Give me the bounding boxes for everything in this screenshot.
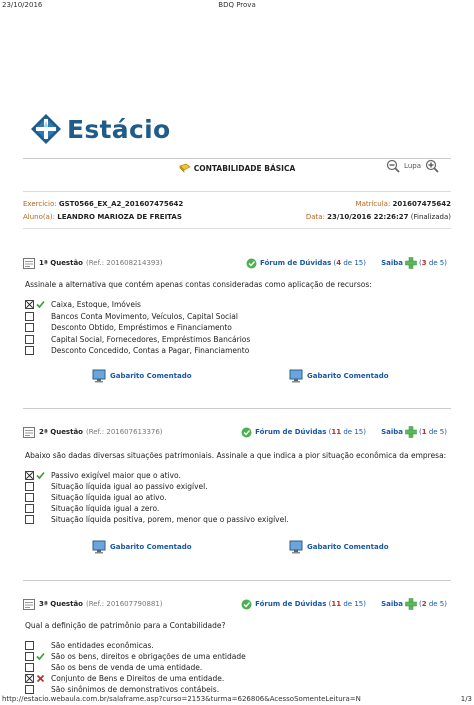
plus-icon (405, 426, 417, 438)
question-ref: (Ref.: 201608214393) (85, 259, 163, 267)
plus-icon (405, 257, 417, 269)
gabarito-comentado-link[interactable] (92, 540, 192, 554)
forum-total: 15 (354, 600, 364, 608)
option-checkbox[interactable] (25, 300, 34, 309)
option-item[interactable] (25, 345, 249, 356)
forum-label: Fórum de Dúvidas (255, 600, 327, 608)
saiba-label: Saiba (381, 600, 403, 608)
option-text: Capital Social, Fornecedores, Empréstimos Bancários (51, 335, 251, 344)
aluno-label: Aluno(a): (23, 213, 55, 221)
question-header (23, 256, 451, 270)
forum-link[interactable]: Fórum de Dúvidas ( 11 de 15 ) (241, 599, 366, 610)
gabarito-label: Gabarito Comentado (110, 543, 192, 551)
option-checkbox[interactable] (25, 652, 34, 661)
option-text: Situação líquida igual a zero. (51, 504, 160, 513)
saiba-label: Saiba (381, 259, 403, 267)
option-text: Situação líquida igual ao passivo exigível. (51, 482, 208, 491)
saiba-label: Saiba (381, 428, 403, 436)
estacio-diamond-logo-icon (30, 113, 62, 145)
option-checkbox[interactable] (25, 504, 34, 513)
print-footer (0, 694, 474, 705)
aluno-value: LEANDRO MARIOZA DE FREITAS (57, 213, 182, 221)
option-item[interactable] (25, 514, 289, 525)
student-row (23, 213, 451, 221)
question-number: 3ª Questão (39, 600, 83, 608)
zoom-in-icon[interactable] (425, 159, 439, 173)
check-icon (36, 652, 45, 661)
option-text: São os bens, direitos e obrigações de uma entidade (51, 652, 246, 661)
forum-icon (246, 258, 257, 269)
question-ref: (Ref.: 201607613376) (85, 428, 163, 436)
print-url: http://estacio.webaula.com.br/salaframe.asp?curso=2153&turma=626806&AcessoSomenteLeitura=N (2, 695, 361, 703)
data-value: 23/10/2016 22:26:27 (327, 213, 409, 221)
print-title: BDQ Prova (218, 1, 256, 9)
matricula (356, 200, 451, 208)
question-number: 2ª Questão (39, 428, 83, 436)
info-divider-top (23, 191, 451, 192)
option-item[interactable] (25, 673, 224, 684)
forum-link[interactable]: Fórum de Dúvidas ( 4 de 15 ) (246, 258, 366, 269)
zoom-out-icon[interactable] (386, 159, 400, 173)
exercise-label: Exercício: (23, 200, 57, 208)
question-ref: (Ref.: 201607790881) (85, 600, 163, 608)
saiba-count: 2 (421, 600, 427, 608)
option-checkbox[interactable] (25, 335, 34, 344)
option-checkbox[interactable] (25, 323, 34, 332)
option-item[interactable] (25, 503, 159, 514)
gabarito-comentado-link[interactable] (289, 540, 389, 554)
date-info (306, 213, 451, 221)
forum-total: 15 (354, 259, 364, 267)
saiba-link[interactable]: Saiba ( 1 de 5 ) (381, 428, 447, 436)
option-item[interactable] (25, 640, 154, 651)
forum-total: 15 (354, 428, 364, 436)
option-text: Desconto Obtido, Empréstimos e Financiamento (51, 323, 232, 332)
option-item[interactable] (25, 334, 250, 345)
option-checkbox[interactable] (25, 493, 34, 502)
option-checkbox[interactable] (25, 482, 34, 491)
saiba-total: 5 (439, 600, 445, 608)
saiba-total: 5 (439, 428, 445, 436)
option-checkbox[interactable] (25, 663, 34, 672)
option-text: Situação líquida positiva, porem, menor que o passivo exigível. (51, 515, 289, 524)
gabarito-label: Gabarito Comentado (110, 372, 192, 380)
zoom-controls (386, 159, 439, 173)
info-divider-bottom (23, 228, 451, 229)
option-text: Situação líquida igual ao ativo. (51, 493, 167, 502)
option-text: São sinônimos de demonstrativos contábeis. (51, 685, 220, 694)
option-item[interactable] (25, 299, 141, 310)
option-item[interactable] (25, 492, 166, 503)
saiba-total: 5 (439, 259, 445, 267)
saiba-count: 3 (421, 259, 427, 267)
monitor-icon (289, 540, 303, 554)
monitor-icon (92, 369, 106, 383)
print-page-number: 1/3 (460, 695, 472, 703)
option-checkbox[interactable] (25, 312, 34, 321)
course-bar (23, 158, 451, 182)
option-text: Bancos Conta Movimento, Veículos, Capital Social (51, 312, 238, 321)
logo-text: Estácio (67, 114, 171, 144)
option-item[interactable] (25, 651, 246, 662)
forum-icon (241, 427, 252, 438)
option-item[interactable] (25, 311, 238, 322)
option-text: Caixa, Estoque, Imóveis (51, 300, 141, 309)
question-header (23, 425, 451, 439)
gabarito-comentado-link[interactable] (92, 369, 192, 383)
status-text: (Finalizada) (410, 213, 451, 221)
wrong-x-icon (36, 674, 45, 683)
plus-icon (405, 598, 417, 610)
monitor-icon (289, 369, 303, 383)
forum-label: Fórum de Dúvidas (255, 428, 327, 436)
option-item[interactable] (25, 470, 181, 481)
question-divider (23, 580, 451, 581)
option-item[interactable] (25, 481, 208, 492)
question-text: Assinale a alternativa que contém apenas contas consideradas como aplicação de recursos: (25, 280, 372, 289)
question-number: 1ª Questão (39, 259, 83, 267)
question-text: Qual a definição de patrimônio para a Contabilidade? (25, 621, 226, 630)
forum-label: Fórum de Dúvidas (259, 259, 332, 267)
gabarito-label: Gabarito Comentado (307, 372, 389, 380)
forum-icon (241, 599, 252, 610)
option-item[interactable] (25, 322, 232, 333)
document-icon (23, 599, 35, 610)
document-icon (23, 258, 35, 269)
matricula-value: 201607475642 (392, 200, 451, 208)
saiba-link[interactable]: Saiba ( 2 de 5 ) (381, 600, 447, 608)
gabarito-comentado-link[interactable] (289, 369, 389, 383)
check-icon (36, 300, 45, 309)
question-header (23, 597, 451, 611)
option-checkbox[interactable] (25, 674, 34, 683)
forum-count: 11 (331, 600, 342, 608)
saiba-link[interactable]: Saiba ( 3 de 5 ) (381, 259, 447, 267)
print-date: 23/10/2016 (2, 1, 43, 9)
print-header (0, 0, 474, 12)
gabarito-label: Gabarito Comentado (307, 543, 389, 551)
option-checkbox[interactable] (25, 685, 34, 694)
option-checkbox[interactable] (25, 346, 34, 355)
option-text: Passivo exigível maior que o ativo. (51, 471, 181, 480)
question-divider (23, 408, 451, 409)
exercise-value: GST0566_EX_A2_201607475642 (58, 200, 184, 208)
option-checkbox[interactable] (25, 515, 34, 524)
document-icon (23, 427, 35, 438)
forum-count: 11 (331, 428, 342, 436)
book-icon (179, 163, 191, 173)
option-item[interactable] (25, 662, 202, 673)
monitor-icon (92, 540, 106, 554)
option-text: São entidades econômicas. (51, 641, 154, 650)
option-checkbox[interactable] (25, 641, 34, 650)
forum-link[interactable]: Fórum de Dúvidas ( 11 de 15 ) (241, 427, 366, 438)
option-text: Conjunto de Bens e Direitos de uma entidade. (51, 674, 225, 683)
forum-count: 4 (336, 259, 342, 267)
estacio-logo (30, 112, 170, 146)
exercise-row (23, 200, 451, 208)
option-checkbox[interactable] (25, 471, 34, 480)
option-text: Desconto Concedido, Contas a Pagar, Financiamento (51, 346, 250, 355)
option-text: São os bens de venda de uma entidade. (51, 663, 203, 672)
check-icon (36, 471, 45, 480)
question-text: Abaixo são dadas diversas situações patrimoniais. Assinale a que indica a pior situação econômica da empresa: (25, 451, 447, 460)
zoom-label: Lupa (404, 162, 421, 170)
matricula-label: Matrícula: (355, 200, 391, 208)
saiba-count: 1 (421, 428, 427, 436)
data-label: Data: (305, 213, 325, 221)
course-title-text: CONTABILIDADE BÁSICA (193, 163, 296, 173)
